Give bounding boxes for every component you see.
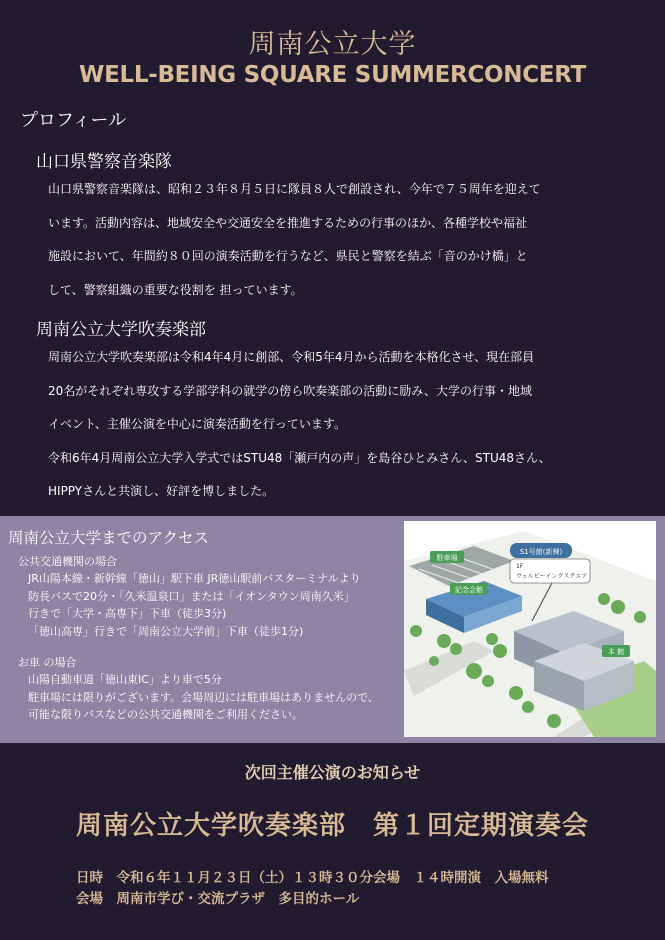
event-title: WELL-BEING SQUARE SUMMERCONCERT — [79, 62, 586, 88]
paragraph-line: 施設において、年間約８０回の演奏活動を行うなど、県民と警察を結ぶ「音のかけ橋」と — [48, 249, 528, 264]
car-access-info — [18, 654, 379, 724]
access-line: 可能な限りバスなどの公共交通機関をご利用ください。 — [28, 708, 303, 722]
profile-heading: プロフィール — [20, 110, 127, 131]
wind-band-description — [48, 351, 608, 519]
access-line: JR山陽本線・新幹線「徳山」駅下車 JR徳山駅前バスターミナルより — [28, 572, 361, 586]
paragraph-line: 令和6年4月周南公立大学入学式ではSTU48「瀬戸内の声」を島谷ひとみさん、STU48さん、 — [48, 450, 551, 465]
police-band-description — [48, 183, 608, 317]
access-line: 「徳山高専」行きで「周南公立大学前」下車（徒歩1分) — [28, 624, 304, 638]
wind-band-heading: 周南公立大学吹奏楽部 — [36, 320, 206, 340]
next-concert-notice: 次回主催公演のお知らせ — [244, 763, 421, 782]
concert-venue: 会場 周南市学び・交流プラザ 多目的ホール — [76, 891, 360, 907]
next-concert-title: 周南公立大学吹奏楽部 第１回定期演奏会 — [75, 811, 589, 841]
access-line: 山陽自動車道「徳山東IC」より車で5分 — [28, 673, 222, 687]
paragraph-line: して、警察組織の重要な役割を 担っています。 — [48, 282, 303, 297]
police-band-heading: 山口県警察音楽隊 — [36, 152, 172, 172]
public-transport-heading: 公共交通機関の場合 — [18, 555, 117, 568]
campus-map-illustration — [404, 521, 656, 737]
access-line: 防長バスで20分・「久米温泉口」または「イオンタウン周南久米」 — [28, 589, 355, 603]
paragraph-line: イベント、主催公演を中心に演奏活動を行っています。 — [48, 417, 346, 432]
public-transport-info — [18, 553, 361, 640]
paragraph-line: 20名がそれぞれ専攻する学部学科の就学の傍ら吹奏楽部の活動に励み、大学の行事・地域 — [48, 383, 532, 398]
campus-map — [404, 521, 656, 737]
map-label-ws: ウェルビーイングスクエア — [516, 573, 588, 580]
access-line: 駐車場には限りがございます。会場周辺には駐車場はありませんので、 — [28, 690, 379, 704]
map-label-parking: 駐車場 — [436, 554, 458, 562]
access-title: 周南公立大学までのアクセス — [8, 529, 210, 547]
car-access-heading: お車 の場合 — [18, 656, 77, 669]
paragraph-line: 山口県警察音楽隊は、昭和２３年８月５日に隊員８人で創設され、今年で７５周年を迎えて — [48, 182, 541, 196]
map-label-s1: S1号館(新棟) — [519, 548, 563, 556]
map-label-1f: 1F — [516, 563, 524, 570]
map-label-honkan: 本 館 — [607, 648, 625, 656]
university-title: 周南公立大学 — [248, 29, 417, 60]
paragraph-line: 周南公立大学吹奏楽部は令和4年4月に創部、令和5年4月から活動を本格化させ、現在部員 — [48, 350, 535, 364]
paragraph-line: います。活動内容は、地域安全や交通安全を推進するための行事のほか、各種学校や福祉 — [48, 215, 528, 230]
concert-datetime: 日時 令和６年１１月２３日（土）１３時３０分会場 １４時開演 入場無料 — [76, 870, 549, 886]
map-label-kinen: 記念会館 — [455, 586, 483, 594]
paragraph-line: HIPPYさんと共演し、好評を博しました。 — [48, 484, 275, 499]
access-line: 行きで「大学・高専下」下車（徒歩3分) — [28, 607, 227, 621]
